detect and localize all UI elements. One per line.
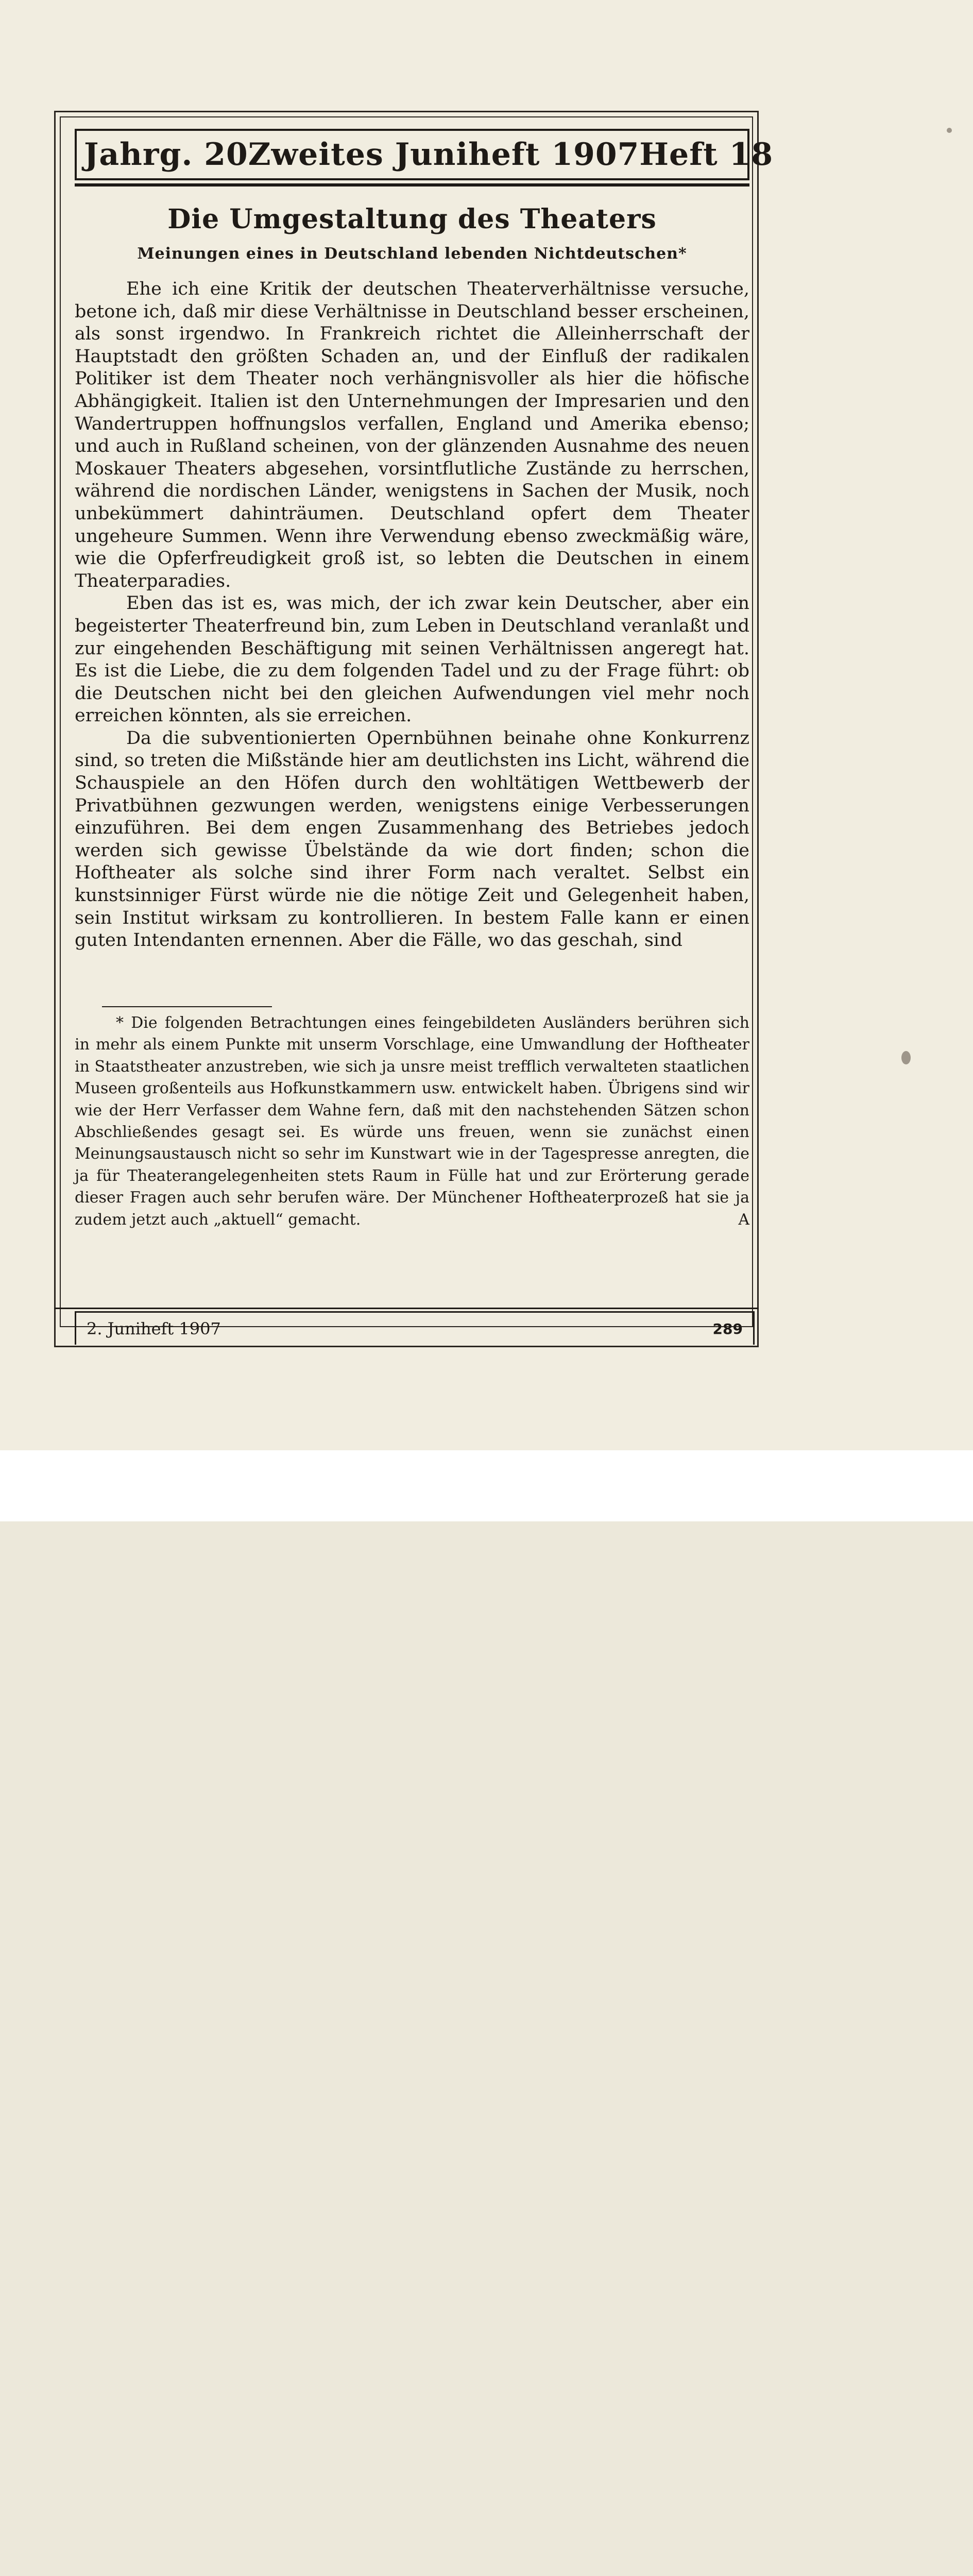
article-subtitle: Meinungen eines in Deutschland lebenden Nichtdeutschen* xyxy=(137,245,687,263)
footer-rule xyxy=(54,1308,759,1309)
footnote-divider xyxy=(102,1006,272,1007)
header-rule xyxy=(75,183,749,187)
header-heft: Heft 18 xyxy=(639,137,774,173)
footnote-signature: A xyxy=(738,1210,749,1229)
footnote-text: * Die folgenden Betrachtungen eines feingebildeten Ausländers berühren sich in mehr als einem Punkte mit unserm Vorschlage, eine Umwandlung der Hoftheater in Staatstheater anzustreben, wie sich ja unsre meist trefflich verwalteten staatlichen Museen großenteils aus Hofkunstkammern usw. entwickelt haben. Übrigens sind wir wie der Herr Verfasser dem Wahne fern, daß mit den nachstehenden Sätzen schon Abschließendes gesagt sei. Es würde uns freuen, wenn sie zunächst einen Meinungsaustausch nicht so sehr im Kunstwart wie in der Tagespresse anregten, die ja für Theaterangelegenheiten stets Raum in Fülle hat und zur Erörterung gerade dieser Fragen auch sehr berufen wäre. Der Münchener Hoftheaterprozeß hat sie ja zudem jetzt auch „aktuell“ gemacht. xyxy=(75,1014,749,1229)
running-footer xyxy=(75,1311,755,1345)
footer-issue: 2. Juniheft 1907 xyxy=(87,1319,221,1338)
paragraph: Da die subventionierten Opernbühnen beinahe ohne Konkurrenz sind, so treten die Mißstände hier am deutlichsten ins Licht, während die Schauspiele an den Höfen durch den wohltätigen Wettbewerb der Privatbühnen gezwungen werden, wenigstens einige Verbesserungen einzuführen. Bei dem engen Zusammenhang des Betriebes jedoch werden sich gewisse Übelstände da wie dort finden; schon die Hoftheater als solche sind ihrer Form nach veraltet. Selbst ein kunstsinniger Fürst würde nie die nötige Zeit und Gelegenheit haben, sein Institut wirksam zu kontrollieren. In bestem Falle kann er einen guten Intendanten ernennen. Aber die Fälle, wo das geschah, sind xyxy=(75,727,749,951)
paragraph: Ehe ich eine Kritik der deutschen Theaterverhältnisse versuche, betone ich, daß mir diese Verhältnisse in Deutschland besser erscheinen, als sonst irgendwo. In Frankreich richtet die Alleinherrschaft der Hauptstadt den größten Schaden an, und der Einfluß der radikalen Politiker ist dem Theater noch verhängnisvoller als hier die höfische Abhängigkeit. Italien ist den Unternehmungen der Impresarien und den Wandertruppen hoffnungslos verfallen, England und Amerika ebenso; und auch in Rußland scheinen, von der glänzenden Ausnahme des neuen Moskauer Theaters abgesehen, vorsintflutliche Zustände zu herrschen, während die nordischen Länder, wenigstens in Sachen der Musik, noch unbekümmert dahinträumen. Deutschland opfert dem Theater ungeheure Summen. Wenn ihre Verwendung ebenso zweckmäßig wäre, wie die Opferfreudigkeit groß ist, so lebten die Deutschen in einem Theaterparadies. xyxy=(75,279,749,591)
scan-speck xyxy=(901,1051,911,1064)
page-number: 289 xyxy=(712,1320,743,1337)
paragraph: Eben das ist es, was mich, der ich zwar kein Deutscher, aber ein begeisterter Theaterfreund bin, zum Leben in Deutschland veranlaßt und zur eingehenden Beschäftigung mit seinen Verhältnissen angeregt hat. Es ist die Liebe, die zu dem folgenden Tadel und zu der Frage führt: ob die Deutschen nicht bei den gleichen Aufwendungen viel mehr noch erreichen könnten, als sie erreichen. xyxy=(75,593,749,726)
scan-speck xyxy=(947,128,952,133)
running-header xyxy=(75,129,774,180)
viewer-footer-bar xyxy=(0,1450,973,1521)
header-issue: Zweites Juniheft 1907 xyxy=(248,137,640,173)
header-jahrgang: Jahrg. 20 xyxy=(84,137,248,173)
footnote xyxy=(75,1012,749,1231)
article-title: Die Umgestaltung des Theaters xyxy=(167,204,657,235)
article-body xyxy=(75,278,749,952)
